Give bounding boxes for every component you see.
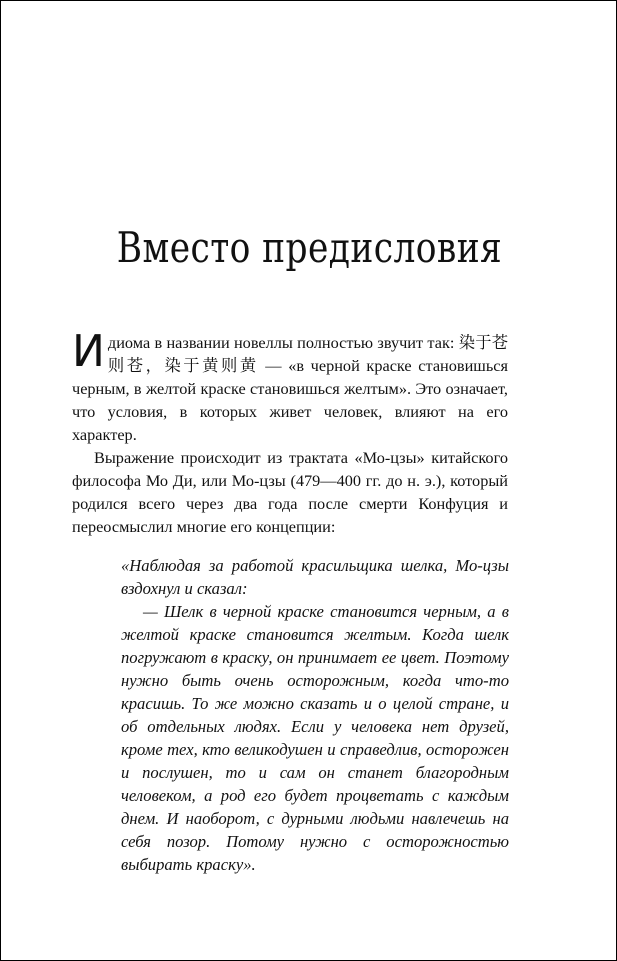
drop-cap: И [72,326,105,377]
intro-paragraph-text: диома в названии новеллы полностью звучит так: 染于苍则苍，染于黄则黄 — «в черной краске становишься черным, в желтой краске становишься желтым». Это означает, что условия, в которых живет человек, влияют на его характер. [72,333,508,444]
quotation-block [121,554,509,876]
chapter-title: Вместо предисловия [116,223,503,272]
quote-intro: «Наблюдая за работой красильщика шелка, Мо-цзы вздохнул и сказал: [121,556,509,598]
main-text [72,326,508,538]
intro-paragraph [72,326,508,446]
quote-speech: — Шелк в черной краске становится черным, а в желтой краске становится желтым. Когда шелк погружают в краску, он принимает ее цвет. Поэтому нужно быть очень осторожным, когда что-то красишь. То же можно сказать и о целой стране, и об отдельных людях. Если у человека нет друзей, кроме тех, кто великодушен и справедлив, осторожен и послушен, то и сам он станет благородным человеком, а род его будет процветать с каждым днем. И наоборот, с дурными людьми навлечешь на себя позор. Потому нужно с осторожностью выбирать краску». [121,602,509,874]
source-paragraph: Выражение происходит из трактата «Мо-цзы» китайского философа Мо Ди, или Мо-цзы (479—400 гг. до н. э.), который родился всего через два года после смерти Конфуция и переосмыслил многие его концепции: [72,448,508,536]
